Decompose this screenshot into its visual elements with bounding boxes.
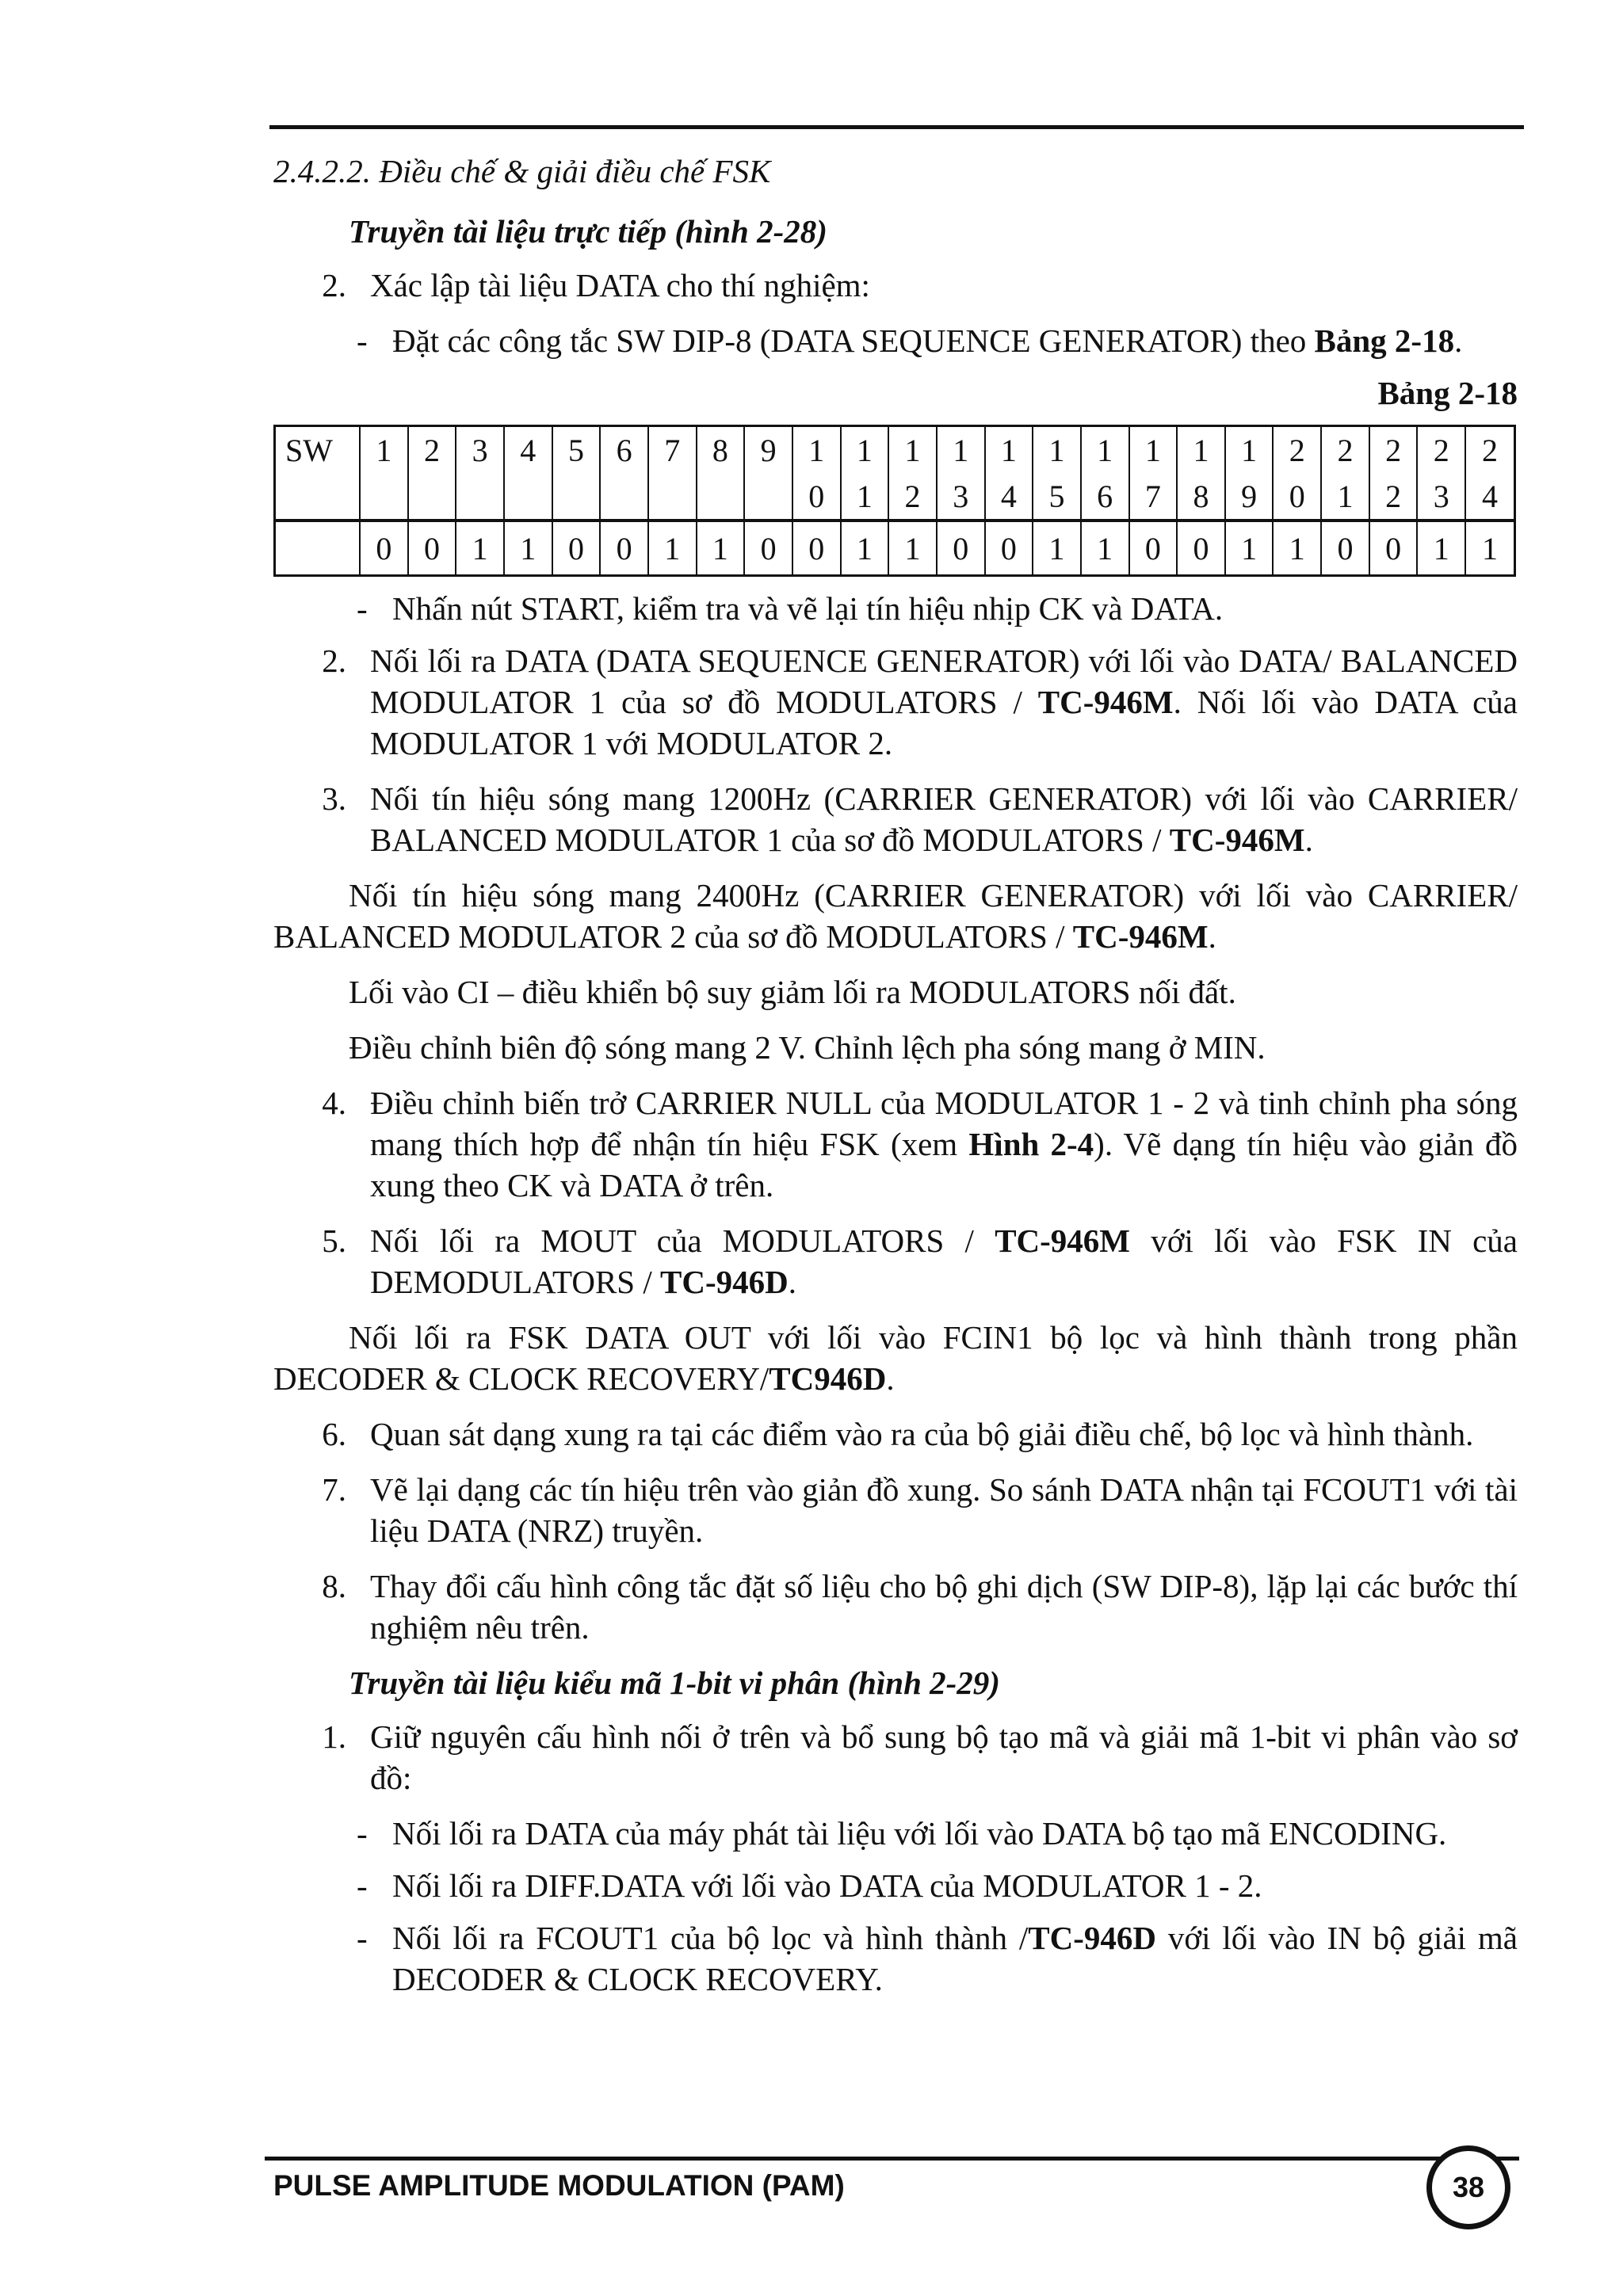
switch-number-digit-cell: 0 (792, 473, 841, 521)
switch-value-cell: 1 (504, 521, 552, 576)
switch-value-cell: 1 (841, 521, 889, 576)
bullet-set-switches: - Đặt các công tắc SW DIP-8 (DATA SEQUENCE GENERATOR) theo Bảng 2-18. (357, 322, 1463, 359)
switch-value-cell: 0 (552, 521, 601, 576)
header-rule (269, 125, 1524, 129)
switch-value-cell: 0 (1369, 521, 1418, 576)
switch-value-cell: 1 (1417, 521, 1465, 576)
switch-value-cell: 0 (744, 521, 792, 576)
switch-value-cell: 1 (1225, 521, 1274, 576)
section-heading: 2.4.2.2. Điều chế & giải điều chế FSK (273, 153, 771, 189)
switch-number-digit-cell: 8 (1177, 473, 1225, 521)
bullet-connect-fcout1: - Nối lối ra FCOUT1 của bộ lọc và hình thành /TC-946D với lối vào IN bộ giải mã DECODER & CLOCK RECOVERY. (357, 1920, 1518, 1997)
para-fsk-data-out: Nối lối ra FSK DATA OUT với lối vào FCIN1 bộ lọc và hình thành trong phần DECODER & CLOCK RECOVERY/TC946D. (273, 1319, 1518, 1397)
switch-number-cell: 4 (504, 426, 552, 521)
bullet-connect-diff-data: - Nối lối ra DIFF.DATA với lối vào DATA của MODULATOR 1 - 2. (357, 1867, 1262, 1904)
switch-number-cell: 2 (1465, 426, 1514, 474)
switch-value-cell: 0 (1129, 521, 1178, 576)
step-carrier-null: 4. Điều chỉnh biến trở CARRIER NULL của MODULATOR 1 - 2 và tinh chỉnh pha sóng mang thích hợp để nhận tín hiệu FSK (xem Hình 2-4). Vẽ dạng tín hiệu vào giản đồ xung theo CK và DATA ở trên. (322, 1085, 1518, 1203)
para-ci-ground: Lối vào CI – điều khiển bộ suy giảm lối ra MODULATORS nối đất. (349, 974, 1236, 1010)
step-connect-carrier-1200: 3. Nối tín hiệu sóng mang 1200Hz (CARRIER GENERATOR) với lối vào CARRIER/ BALANCED MODULATOR 1 của sơ đồ MODULATORS / TC-946M. (322, 780, 1518, 858)
bullet-press-start: - Nhấn nút START, kiểm tra và vẽ lại tín hiệu nhịp CK và DATA. (357, 590, 1224, 627)
switch-number-cell: 1 (1081, 426, 1129, 474)
switch-number-cell: 1 (1225, 426, 1274, 474)
subheading-direct-transfer: Truyền tài liệu trực tiếp (hình 2-28) (349, 213, 827, 250)
switch-value-cell: 0 (1177, 521, 1225, 576)
footer-rule (265, 2157, 1519, 2161)
switch-number-digit-cell: 3 (937, 473, 985, 521)
switch-number-cell: 1 (937, 426, 985, 474)
switch-number-cell: 1 (1033, 426, 1081, 474)
switch-number-digit-cell: 6 (1081, 473, 1129, 521)
switch-number-cell: 8 (697, 426, 745, 521)
switch-number-cell: 2 (408, 426, 456, 521)
step-connect-data: 2. Nối lối ra DATA (DATA SEQUENCE GENERATOR) với lối vào DATA/ BALANCED MODULATOR 1 của sơ đồ MODULATORS / TC-946M. Nối lối vào DATA của MODULATOR 1 với MODULATOR 2. (322, 643, 1518, 761)
switch-number-cell: 2 (1273, 426, 1321, 474)
switch-value-cell: 0 (1321, 521, 1369, 576)
para-carrier-2400: Nối tín hiệu sóng mang 2400Hz (CARRIER GENERATOR) với lối vào CARRIER/ BALANCED MODULATOR 2 của sơ đồ MODULATORS / TC-946M. (273, 877, 1518, 955)
switch-number-digit-cell: 9 (1225, 473, 1274, 521)
switch-number-digit-cell: 1 (841, 473, 889, 521)
switch-number-digit-cell: 0 (1273, 473, 1321, 521)
switch-value-cell: 0 (792, 521, 841, 576)
page-content (273, 151, 1518, 2011)
switch-value-cell: 1 (888, 521, 937, 576)
switch-number-cell: 2 (1321, 426, 1369, 474)
table-caption: Bảng 2-18 (1377, 375, 1518, 411)
switch-value-cell: 1 (1273, 521, 1321, 576)
step-keep-config: 1. Giữ nguyên cấu hình nối ở trên và bổ sung bộ tạo mã và giải mã 1-bit vi phân vào sơ đồ: (322, 1718, 1518, 1796)
subheading-differential: Truyền tài liệu kiểu mã 1-bit vi phân (hình 2-29) (349, 1665, 1000, 1701)
switch-number-cell: 1 (1129, 426, 1178, 474)
switch-number-digit-cell: 7 (1129, 473, 1178, 521)
switch-number-cell: 1 (841, 426, 889, 474)
step-observe: 6. Quan sát dạng xung ra tại các điểm vào ra của bộ giải điều chế, bộ lọc và hình thành. (322, 1416, 1474, 1452)
page-number: 38 (1426, 2145, 1510, 2229)
para-carrier-amplitude: Điều chỉnh biên độ sóng mang 2 V. Chỉnh lệch pha sóng mang ở MIN. (349, 1029, 1266, 1066)
switch-value-cell: 1 (1465, 521, 1514, 576)
switch-number-cell: 2 (1417, 426, 1465, 474)
switch-number-cell: 9 (744, 426, 792, 521)
switch-value-cell: 1 (1081, 521, 1129, 576)
switch-number-digit-cell: 1 (1321, 473, 1369, 521)
switch-number-cell: 3 (456, 426, 504, 521)
switch-value-cell: 0 (408, 521, 456, 576)
switch-value-cell: 1 (648, 521, 697, 576)
footer-title: PULSE AMPLITUDE MODULATION (PAM) (273, 2169, 845, 2202)
switch-value-cell: 0 (937, 521, 985, 576)
switch-number-digit-cell: 4 (1465, 473, 1514, 521)
switch-number-cell: 7 (648, 426, 697, 521)
switch-value-cell: 0 (360, 521, 408, 576)
switch-value-cell: 1 (1033, 521, 1081, 576)
switch-number-cell: 1 (360, 426, 408, 521)
switch-label-cell: SW (275, 426, 361, 521)
step-connect-mout: 5. Nối lối ra MOUT của MODULATORS / TC-946M với lối vào FSK IN của DEMODULATORS / TC-946D. (322, 1222, 1518, 1300)
switch-number-digit-cell: 3 (1417, 473, 1465, 521)
switch-value-cell: 1 (697, 521, 745, 576)
switch-number-cell: 1 (1177, 426, 1225, 474)
switch-number-cell: 6 (600, 426, 648, 521)
switch-value-row (275, 521, 1515, 576)
switch-number-digit-cell: 2 (888, 473, 937, 521)
switch-number-cell: 1 (888, 426, 937, 474)
switch-number-cell: 2 (1369, 426, 1418, 474)
switch-value-label-cell (275, 521, 361, 576)
step-setup-data: 2. Xác lập tài liệu DATA cho thí nghiệm: (322, 267, 870, 303)
switch-number-digit-cell: 2 (1369, 473, 1418, 521)
bullet-connect-encoding: - Nối lối ra DATA của máy phát tài liệu với lối vào DATA bộ tạo mã ENCODING. (357, 1815, 1447, 1852)
switch-number-row (275, 426, 1515, 474)
switch-value-cell: 0 (985, 521, 1033, 576)
switch-value-cell: 0 (600, 521, 648, 576)
switch-number-digit-cell: 4 (985, 473, 1033, 521)
switch-value-cell: 1 (456, 521, 504, 576)
switch-number-cell: 1 (792, 426, 841, 474)
step-compare: 7. Vẽ lại dạng các tín hiệu trên vào giản đồ xung. So sánh DATA nhận tại FCOUT1 với tài liệu DATA (NRZ) truyền. (322, 1471, 1518, 1549)
switch-table (273, 425, 1516, 577)
step-change-config: 8. Thay đổi cấu hình công tắc đặt số liệu cho bộ ghi dịch (SW DIP-8), lặp lại các bước thí nghiệm nêu trên. (322, 1568, 1518, 1646)
switch-number-cell: 1 (985, 426, 1033, 474)
switch-number-digit-cell: 5 (1033, 473, 1081, 521)
switch-number-cell: 5 (552, 426, 601, 521)
